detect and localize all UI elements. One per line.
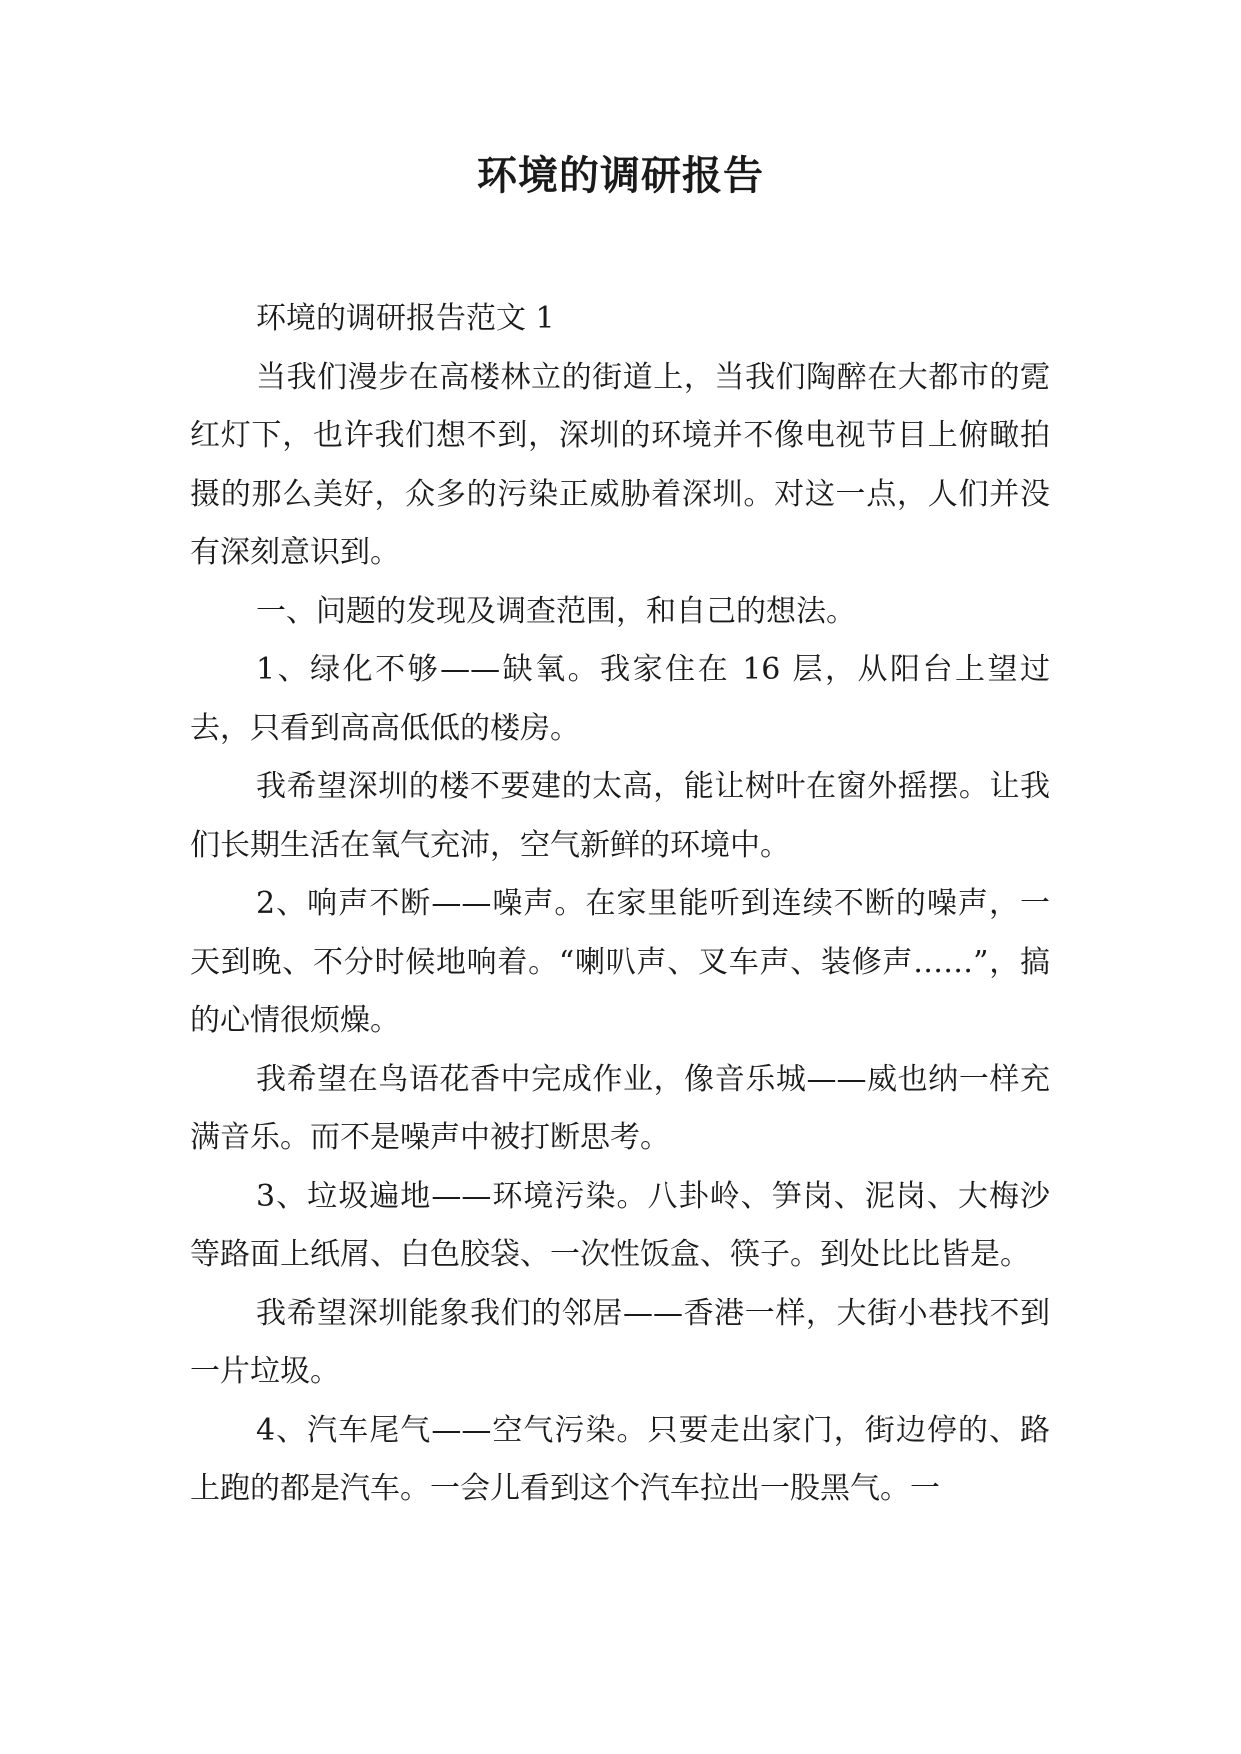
paragraph: 我希望在鸟语花香中完成作业，像音乐城——威也纳一样充满音乐。而不是噪声中被打断思考。 <box>190 1061 1050 1155</box>
paragraph: 1、绿化不够——缺氧。我家住在 16 层，从阳台上望过去，只看到高高低低的楼房。 <box>190 652 1050 746</box>
document-title: 环境的调研报告 <box>477 152 764 199</box>
paragraph: 4、汽车尾气——空气污染。只要走出家门，街边停的、路上跑的都是汽车。一会儿看到这个汽车拉出一股黑气。一 <box>190 1412 1050 1506</box>
paragraph: 2、响声不断——噪声。在家里能听到连续不断的噪声，一天到晚、不分时候地响着。“喇叭声、叉车声、装修声……”，搞的心情很烦燥。 <box>190 886 1050 1038</box>
paragraph-section-heading: 一、问题的发现及调查范围，和自己的想法。 <box>256 593 856 629</box>
paragraph: 3、垃圾遍地——环境污染。八卦岭、笋岗、泥岗、大梅沙等路面上纸屑、白色胶袋、一次性饭盒、筷子。到处比比皆是。 <box>190 1178 1050 1272</box>
paragraph-subtitle: 环境的调研报告范文 1 <box>256 301 555 336</box>
paragraph: 我希望深圳的楼不要建的太高，能让树叶在窗外摇摆。让我们长期生活在氧气充沛，空气新鲜的环境中。 <box>190 769 1050 863</box>
paragraph: 当我们漫步在高楼林立的街道上，当我们陶醉在大都市的霓红灯下，也许我们想不到，深圳的环境并不像电视节目上俯瞰拍摄的那么美好，众多的污染正威胁着深圳。对这一点，人们并没有深刻意识到。 <box>190 359 1050 570</box>
document-body <box>190 290 1050 1519</box>
paragraph: 我希望深圳能象我们的邻居——香港一样，大街小巷找不到一片垃圾。 <box>190 1295 1050 1389</box>
